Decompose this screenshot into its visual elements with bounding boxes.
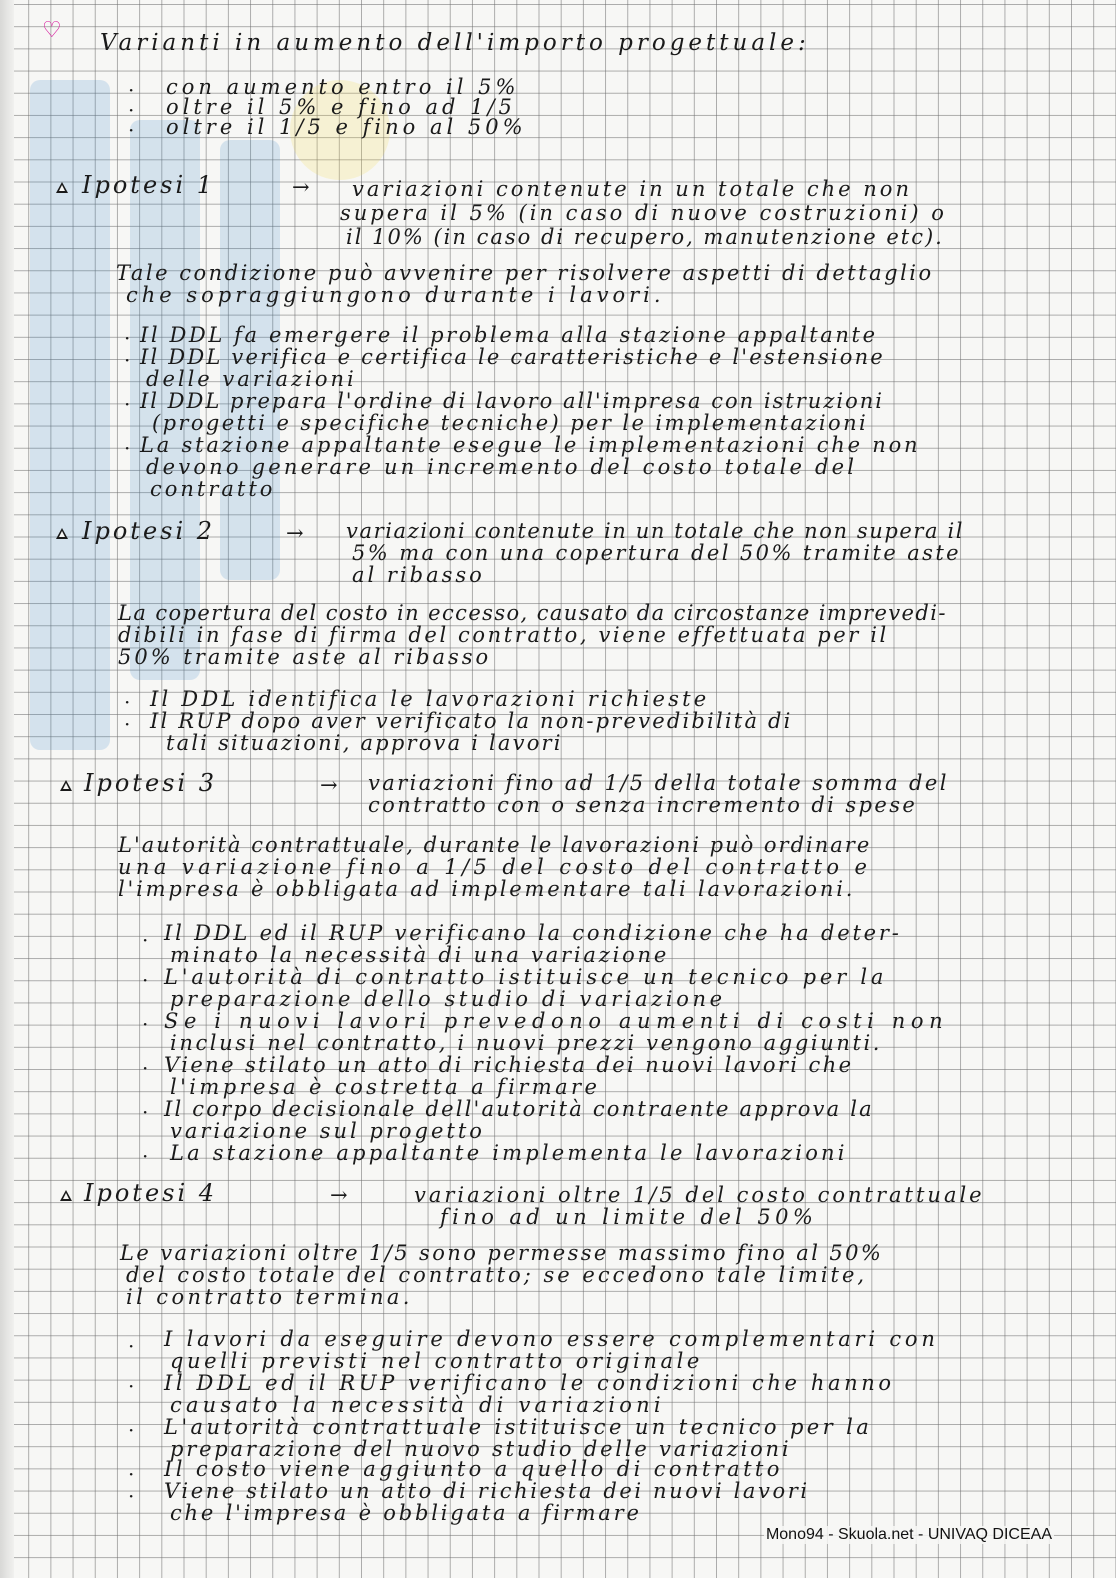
ipotesi-3-bullet-6: La stazione appaltante implementa le lavorazioni: [170, 1141, 848, 1165]
ipotesi-1-bullet-2b: delle variazioni: [146, 367, 357, 391]
ipotesi-4-body-3: il contratto termina.: [126, 1285, 413, 1309]
ipotesi-4-desc-2: fino ad un limite del 50%: [440, 1205, 818, 1229]
arrow-icon: →: [286, 521, 307, 545]
ipotesi-3-bullet-4: Viene stilato un atto di richiesta dei nuovi lavori che: [164, 1053, 854, 1077]
notebook-binding: [0, 0, 14, 1578]
ipotesi-3-bullet-5b: variazione sul progetto: [170, 1119, 485, 1143]
ipotesi-1-desc-1: variazioni contenute in un totale che non: [352, 177, 912, 201]
ipotesi-3-body-1: L'autorità contrattuale, durante le lavorazioni può ordinare: [118, 833, 872, 857]
bullet-icon: ·: [128, 1418, 135, 1442]
ipotesi-3-bullet-2b: preparazione dello studio di variazione: [170, 987, 726, 1011]
ipotesi-3-body-2: una variazione fino a 1/5 del costo del contratto e: [118, 855, 872, 879]
ipotesi-1-heading: Ipotesi 1: [82, 171, 216, 199]
ipotesi-1-bullet-4: La stazione appaltante esegue le implementazioni che non: [140, 433, 921, 457]
ipotesi-3-heading: Ipotesi 3: [84, 769, 218, 797]
arrow-icon: →: [292, 175, 313, 199]
ipotesi-1-bullet-1: Il DDL fa emergere il problema alla stazione appaltante: [140, 323, 878, 347]
ipotesi-4-bullet-3b: preparazione del nuovo studio delle variazioni: [170, 1437, 792, 1461]
bullet-icon: ·: [124, 436, 131, 460]
bullet-icon: ·: [142, 1144, 149, 1168]
ipotesi-3-bullet-2: L'autorità di contratto istituisce un tecnico per la: [164, 965, 888, 989]
bullet-icon: ·: [124, 392, 131, 416]
bullet-icon: ·: [124, 348, 131, 372]
ipotesi-2-bullet-2: Il RUP dopo aver verificato la non-prevedibilità di: [150, 709, 793, 733]
bullet-icon: ·: [128, 1484, 135, 1508]
ipotesi-3-bullet-1b: minato la necessità di una variazione: [170, 943, 670, 967]
ipotesi-1-desc-2: supera il 5% (in caso di nuove costruzioni) o: [340, 201, 947, 225]
ipotesi-4-bullet-4: Il costo viene aggiunto a quello di contratto: [164, 1457, 783, 1481]
ipotesi-1-bullet-3b: (progetti e specifiche tecniche) per le implementazioni: [152, 411, 869, 435]
bullet-icon: ·: [124, 712, 131, 736]
arrow-icon: →: [320, 773, 341, 797]
ipotesi-2-desc-3: al ribasso: [352, 563, 485, 587]
intro-item-1: con aumento entro il 5%: [166, 75, 520, 99]
ipotesi-4-bullet-2b: causato la necessità di variazioni: [170, 1393, 665, 1417]
ipotesi-3-bullet-5: Il corpo decisionale dell'autorità contraente approva la: [164, 1097, 874, 1121]
ipotesi-2-body-3: 50% tramite aste al ribasso: [118, 645, 492, 669]
bullet-icon: ·: [128, 1374, 135, 1398]
ipotesi-4-desc-1: variazioni oltre 1/5 del costo contrattuale: [414, 1183, 985, 1207]
ipotesi-4-bullet-1b: quelli previsti nel contratto originale: [170, 1349, 703, 1373]
triangle-bullet-icon: [60, 780, 72, 791]
ipotesi-3-body-3: l'impresa è obbligata ad implementare tali lavorazioni.: [118, 877, 856, 901]
footer-credit: Mono94 - Skuola.net - UNIVAQ DICEAA: [765, 1526, 1052, 1543]
bullet-icon: ·: [142, 1056, 149, 1080]
ipotesi-4-body-1: Le variazioni oltre 1/5 sono permesse massimo fino al 50%: [120, 1241, 884, 1265]
ipotesi-1-body-1: Tale condizione può avvenire per risolvere aspetti di dettaglio: [116, 261, 934, 285]
arrow-icon: →: [330, 1183, 351, 1207]
bullet-icon: ·: [128, 118, 135, 142]
bullet-icon: ·: [128, 78, 135, 102]
ipotesi-1-body-2: che sopraggiungono durante i lavori.: [126, 283, 665, 307]
ipotesi-1-desc-3: il 10% (in caso di recupero, manutenzione etc).: [346, 225, 944, 249]
triangle-bullet-icon: [56, 528, 68, 539]
ipotesi-4-bullet-5: Viene stilato un atto di richiesta dei nuovi lavori: [164, 1479, 810, 1503]
ipotesi-2-desc-1: variazioni contenute in un totale che non supera il: [346, 519, 965, 543]
ipotesi-1-bullet-4b: devono generare un incremento del costo totale del: [146, 455, 858, 479]
ipotesi-3-desc-2: contratto con o senza incremento di spese: [368, 793, 918, 817]
ipotesi-4-body-2: del costo totale del contratto; se eccedono tale limite,: [126, 1263, 868, 1287]
intro-item-3: oltre il 1/5 e fino al 50%: [166, 115, 527, 139]
ipotesi-3-bullet-3: Se i nuovi lavori prevedono aumenti di costi non: [164, 1009, 949, 1033]
bullet-icon: ·: [124, 690, 131, 714]
bullet-icon: ·: [142, 1100, 149, 1124]
bullet-icon: ·: [142, 968, 149, 992]
page-title: Varianti in aumento dell'importo progettuale:: [100, 30, 810, 56]
ipotesi-3-desc-1: variazioni fino ad 1/5 della totale somma del: [368, 771, 949, 795]
bullet-icon: ·: [142, 928, 149, 952]
ipotesi-4-heading: Ipotesi 4: [84, 1179, 218, 1207]
triangle-bullet-icon: [56, 182, 68, 193]
ipotesi-2-heading: Ipotesi 2: [82, 517, 216, 545]
ipotesi-2-bullet-2b: tali situazioni, approva i lavori: [166, 731, 563, 755]
ipotesi-2-body-1: La copertura del costo in eccesso, causato da circostanze imprevedi-: [118, 601, 947, 625]
ipotesi-3-bullet-3b: inclusi nel contratto, i nuovi prezzi vengono aggiunti.: [170, 1031, 883, 1055]
ipotesi-2-body-2: dibili in fase di firma del contratto, viene effettuata per il: [118, 623, 889, 647]
triangle-bullet-icon: [60, 1190, 72, 1201]
ipotesi-1-bullet-2: Il DDL verifica e certifica le caratteristiche e l'estensione: [140, 345, 885, 369]
bullet-icon: ·: [128, 98, 135, 122]
ipotesi-2-desc-2: 5% ma con una copertura del 50% tramite aste: [352, 541, 962, 565]
ipotesi-2-bullet-1: Il DDL identifica le lavorazioni richieste: [150, 687, 710, 711]
bullet-icon: ·: [128, 1462, 135, 1486]
ipotesi-3-bullet-4b: l'impresa è costretta a firmare: [170, 1075, 601, 1099]
ipotesi-4-bullet-5b: che l'impresa è obbligata a firmare: [170, 1501, 642, 1525]
heart-icon: ♡: [42, 18, 62, 43]
bullet-icon: ·: [124, 326, 131, 350]
ipotesi-1-bullet-3: Il DDL prepara l'ordine di lavoro all'impresa con istruzioni: [140, 389, 884, 413]
ipotesi-4-bullet-3: L'autorità contrattuale istituisce un tecnico per la: [164, 1415, 873, 1439]
ipotesi-4-bullet-1: I lavori da eseguire devono essere complementari con: [164, 1327, 939, 1351]
ipotesi-3-bullet-1: Il DDL ed il RUP verificano la condizione che ha deter-: [164, 921, 902, 945]
ipotesi-4-bullet-2: Il DDL ed il RUP verificano le condizioni che hanno: [164, 1371, 895, 1395]
ipotesi-1-bullet-4c: contratto: [150, 477, 276, 501]
intro-item-2: oltre il 5% e fino ad 1/5: [166, 95, 516, 119]
bullet-icon: ·: [142, 1012, 149, 1036]
bullet-icon: ·: [128, 1334, 135, 1358]
